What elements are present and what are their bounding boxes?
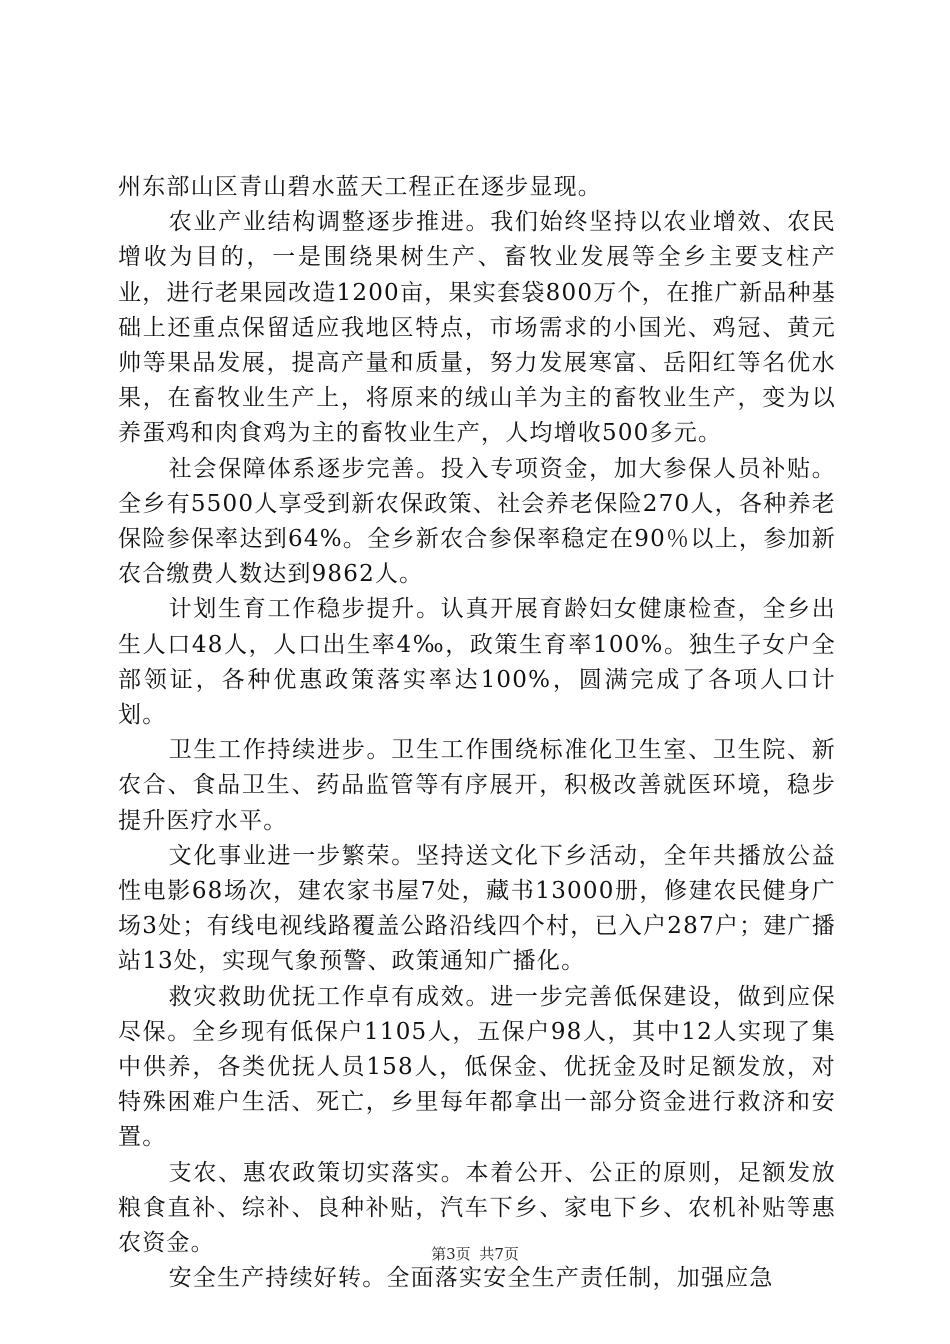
page-total: 共7页 xyxy=(479,1245,519,1263)
paragraph-social-security: 社会保障体系逐步完善。投入专项资金，加大参保人员补贴。全乡有5500人享受到新农保政策、社会养老保险270人，各种养老保险参保率达到64%。全乡新农合参保率稳定在90％以上，参加新农合缴费人数达到9862人。 xyxy=(118,455,836,588)
paragraph-health: 卫生工作持续进步。卫生工作围绕标准化卫生室、卫生院、新农合、食品卫生、药品监管等有序展开，积极改善就医环境，稳步提升医疗水平。 xyxy=(118,737,836,834)
paragraph-safety: 安全生产持续好转。全面落实安全生产责任制，加强应急 xyxy=(168,1265,774,1292)
paragraph-culture: 文化事业进一步繁荣。坚持送文化下乡活动，全年共播放公益性电影68场次，建农家书屋7处，藏书13000册，修建农民健身广场3处；有线电视线路覆盖公路沿线四个村，已入户287户；建广播站13处，实现气象预警、政策通知广播化。 xyxy=(118,842,836,975)
page-number: 第3页 xyxy=(431,1245,471,1263)
paragraph-relief: 救灾救助优抚工作卓有成效。进一步完善低保建设，做到应保尽保。全乡现有低保户1105人，五保户98人，其中12人实现了集中供养，各类优抚人员158人，低保金、优抚金及时足额发放，对特殊困难户生活、死亡，乡里每年都拿出一部分资金进行救济和安置。 xyxy=(118,983,836,1151)
document-body xyxy=(118,170,836,1297)
paragraph-continued: 州东部山区青山碧水蓝天工程正在逐步显现。 xyxy=(118,174,602,200)
page-footer xyxy=(0,1243,950,1264)
paragraph-agriculture: 农业产业结构调整逐步推进。我们始终坚持以农业增效、农民增收为目的，一是围绕果树生产、畜牧业发展等全乡主要支柱产业，进行老果园改造1200亩，果实套袋800万个，在推广新品种基础上还重点保留适应我地区特点，市场需求的小国光、鸡冠、黄元帅等果品发展，提高产量和质量，努力发展寒富、岳阳红等名优水果，在畜牧业生产上，将原来的绒山羊为主的畜牧业生产，变为以养蛋鸡和肉食鸡为主的畜牧业生产，人均增收500多元。 xyxy=(118,209,836,447)
paragraph-agri-policy: 支农、惠农政策切实落实。本着公开、公正的原则，足额发放粮食直补、综补、良种补贴，汽车下乡、家电下乡、农机补贴等惠农资金。 xyxy=(118,1159,836,1257)
paragraph-family-planning: 计划生育工作稳步提升。认真开展育龄妇女健康检查，全乡出生人口48人，人口出生率4‰，政策生育率100%。独生子女户全部领证，各种优惠政策落实率达100%，圆满完成了各项人口计划。 xyxy=(118,596,836,729)
